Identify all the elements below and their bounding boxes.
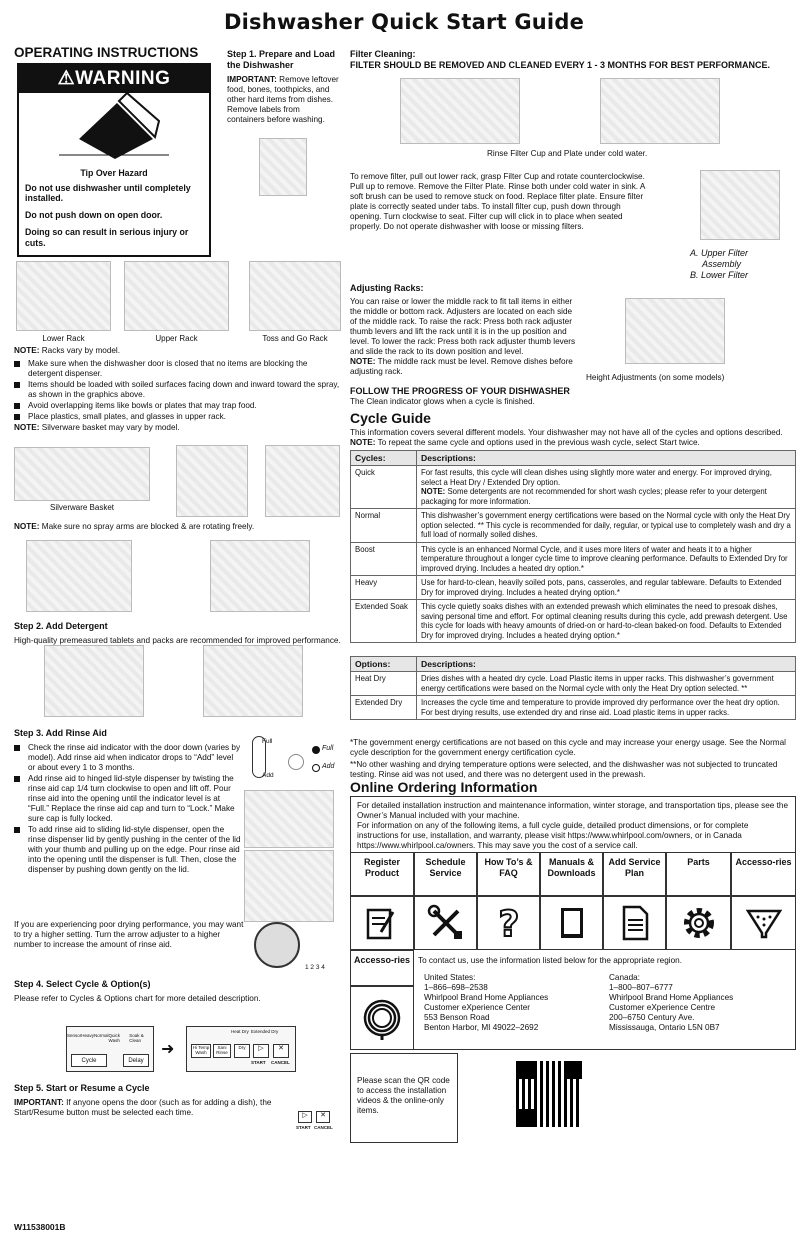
tile-how-tos-faq[interactable] (477, 852, 540, 896)
step5-important: IMPORTANT: (14, 1097, 64, 1107)
tile-add-service-plan[interactable] (603, 852, 666, 896)
us-contact-line: Customer eXperience Center (424, 1003, 531, 1012)
control-panel-options (186, 1026, 296, 1072)
legend-add: Add (322, 763, 335, 770)
cycle-desc: This cycle is an enhanced Normal Cycle, and it uses more liters of water and heats it to a higher temperature throughout a longer cycle time to improve cleaning performance. Defaults to Extended Dry for improved drying. Includes a heated dry option.* (417, 542, 796, 576)
indicator-full-dot-icon (312, 746, 320, 754)
document-title: Dishwasher Quick Start Guide (223, 10, 585, 34)
hi-temp-wash-button[interactable]: Hi Temp Wash (191, 1044, 211, 1058)
poor-drying-text: If you are experiencing poor drying performance, you may want to try a higher setting. Turn the arrow adjuster to a higher number to increase the amount of rinse aid. (14, 920, 244, 949)
table-row (351, 509, 796, 543)
note-label: NOTE: (14, 346, 40, 355)
rinse-aid-bullet: Check the rinse aid indicator with the door down (varies by model). Add rinse aid when indicator drops to “Add” level or about every 1 to 3 months. (14, 743, 242, 773)
filter-text: To remove filter, pull out lower rack, grasp Filter Cup and rotate counterclockwise. Pull up to remove. Remove the Filter Plate. Rinse both under cold water in sink. A soft brush can be used to remove stuck on food. Replace filter plate. Ensure filter plate is correctly seated under tabs. To install filter cup, push down through opening. Turn clockwise to seat. Filter cup will click in to place when seated properly. Do not operate dishwasher with loose or missing filters. (350, 172, 645, 231)
question-icon[interactable] (477, 896, 540, 950)
cycle-guide-heading: Cycle Guide (350, 410, 431, 426)
sliding-lid-illustration (244, 850, 334, 922)
us-contact-line: United States: (424, 973, 476, 982)
adjusting-racks-text: You can raise or lower the middle rack to fit tall items in either the middle or bottom rack. Adjusters are located on each side of the middle rack. To raise the rack: Press both rack adjuster thumb levers and lift the rack until it is in the up position and level. To lower the rack: Press both rack adjuster thumb levers and slide the rack to its down position and level. (350, 296, 576, 356)
dial-numbers: 1 2 3 4 (305, 964, 325, 971)
cycle-guide-intro: This information covers several different models. Your dishwasher may not have all of the cycles and options described. (350, 428, 783, 438)
service-plan-document-icon[interactable] (603, 896, 666, 950)
rinse-aid-bullet: To add rinse aid to sliding lid-style dispenser, open the rinse dispenser lid by gently pushing in the center of the lid with your thumb and pulling up on the edge. Pour rinse aid into the opening until the dispenser is full. Then, close the dispenser by pushing down gently on the lid. (14, 825, 242, 875)
start-label: START (296, 1125, 311, 1130)
ordering-line: For detailed installation instruction and maintenance information, winter storage, and transportation tips, please see the Owner’s Manual included with your machine. (357, 801, 789, 820)
cycle-desc: Use for hard-to-clean, heavily soiled pots, pans, casseroles, and regular tableware. Defaults to Extended Dry for improved drying. Includes a heated drying option.* (417, 576, 796, 600)
tile-label: Schedule Service (425, 857, 466, 878)
spray-arm-clear-illustration (210, 540, 310, 612)
online-ordering-heading: Online Ordering Information (350, 779, 538, 795)
tools-icon[interactable] (414, 896, 477, 950)
us-contact-line: Benton Harbor, MI 49022–2692 (424, 1023, 539, 1032)
tile-accessories[interactable] (731, 852, 796, 896)
loading-bullet: Place plastics, small plates, and glasses in upper rack. (14, 412, 342, 422)
cycle-button[interactable]: Cycle (71, 1054, 107, 1067)
option-name: Extended Dry (351, 696, 417, 720)
x-icon: ✕ (278, 1045, 284, 1052)
warning-line: Doing so can result in serious injury or cuts. (25, 226, 189, 248)
detergent-tablet-illustration (44, 645, 144, 717)
step4-title: Step 4. Select Cycle & Option(s) (14, 979, 151, 989)
spray-arm-blocked-illustration (26, 540, 132, 612)
arrow-right-icon: ➜ (161, 1041, 175, 1058)
sink-rinse-illustration-1 (400, 78, 520, 144)
height-adjust-caption: Height Adjustments (on some models) (586, 373, 725, 382)
cycle-desc: This cycle quietly soaks dishes with an extended prewash which eliminates the need to presoak dishes, saving personal time and effort. For optimal cleaning results during this cycle, add prewash detergent. Use this cycle for loads with heavy amounts of dried-on or hard-to-clean baked-on food. Defaults to Extended Dry for improved drying. Includes a heated drying option.* (417, 600, 796, 643)
indicator-full-label: Full (262, 738, 273, 745)
cycle-label: Normal (94, 1033, 109, 1038)
play-icon: ▷ (302, 1112, 308, 1119)
rack-caption: Toss and Go Rack (262, 334, 328, 343)
silverware-wrong-illustration (176, 445, 248, 517)
start-resume-button[interactable] (298, 1111, 312, 1123)
cycle-name: Quick (351, 466, 417, 509)
loading-bullet: Make sure when the dishwasher door is closed that no items are blocking the detergent dispenser. (14, 359, 342, 379)
option-top-label: Heat Dry (231, 1029, 249, 1034)
rinse-cap-illustration (244, 790, 334, 848)
table-row (351, 576, 796, 600)
cycle-name: Extended Soak (351, 600, 417, 643)
step4-text: Please refer to Cycles & Options chart for more detailed description. (14, 993, 261, 1003)
step2-text: High-quality premeasured tablets and packs are recommended for improved performance. (14, 635, 341, 645)
legend-upper-filter: A. Upper Filter (690, 248, 749, 258)
qr-info-box (350, 1053, 458, 1143)
silverware-right-illustration (265, 445, 340, 517)
option-desc: Dries dishes with a heated dry cycle. Load Plastic items in upper racks. This dishwasher’s government energy certifications were based on the Normal cycle with only the Heat Dry option selected. ** (417, 672, 796, 696)
register-product-icon[interactable] (350, 896, 414, 950)
progress-text: The Clean indicator glows when a cycle is finished. (350, 396, 535, 406)
indicator-add-label: Add (262, 772, 274, 779)
warning-label: WARNING (75, 68, 171, 89)
ca-contact-line: Whirlpool Brand Home Appliances (609, 993, 734, 1002)
step5-text: If anyone opens the door (such as for adding a dish), the Start/Resume button must be selected each time. (14, 1097, 272, 1117)
table-row (351, 672, 796, 696)
ca-contact-line: 200–6750 Century Ave. (609, 1013, 695, 1022)
cycle-label: Soak & Clean (129, 1033, 144, 1044)
operating-instructions-heading: OPERATING INSTRUCTIONS (14, 45, 199, 60)
cycle-label: Quick Wash (108, 1033, 121, 1044)
us-contact-line: Whirlpool Brand Home Appliances (424, 993, 549, 1002)
cycle-name: Heavy (351, 576, 417, 600)
cancel-label: CANCEL (314, 1125, 333, 1130)
cycle-label: Heavy (81, 1033, 95, 1038)
legend-lower-filter: B. Lower Filter (690, 269, 749, 280)
sani-rinse-button[interactable]: Sani Rinse (213, 1044, 231, 1058)
tile-label: Accesso-ries (353, 955, 411, 965)
cycle-note: Some detergents are not recommended for short wash cycles; please refer to your detergent packaging for more information. (421, 487, 767, 506)
warning-line: Do not use dishwasher until completely installed. (25, 182, 191, 204)
cycle-desc: This dishwasher’s government energy certifications were based on the Normal cycle with only the Heat Dry option selected. ** This cycle is recommended for daily, regular, or typical use to completely wash and dry a full load of normally soiled dishes. (417, 509, 796, 543)
note-spray-text: Make sure no spray arms are blocked & are rotating freely. (41, 522, 255, 531)
warning-banner (19, 65, 209, 93)
filter-funnel-icon[interactable] (731, 896, 796, 950)
tile-schedule-service[interactable] (414, 852, 477, 896)
filter-assembly-illustration (700, 170, 780, 240)
racks-note-text: The middle rack must be level. Remove dishes before adjusting rack. (350, 356, 573, 376)
option-name: Heat Dry (351, 672, 417, 696)
option-desc: Increases the cycle time and temperature to provide improved dry performance over the heat dry option. For best drying results, use extended dry and rinse aid. Load plastic items in upper racks. (417, 696, 796, 720)
trash-bin-illustration (259, 138, 307, 196)
ca-contact-line: Mississauga, Ontario L5N 0B7 (609, 1023, 720, 1032)
tile-label: Register Product (363, 857, 400, 878)
option-top-label: Extended Dry (251, 1029, 279, 1034)
sink-rinse-illustration-2 (600, 78, 720, 144)
step3-title: Step 3. Add Rinse Aid (14, 728, 107, 738)
upper-rack-illustration (124, 261, 229, 331)
ordering-line: For information on any of the following items, a full cycle guide, detailed product dimensions, or for complete instructions for use, installation, and warranty, please visit https://www.whirlpool.com/owners, or in Canada https://www.whirlpool.ca/owners. This may save you the cost of a service call. (357, 821, 749, 850)
rack-caption: Lower Rack (42, 334, 85, 343)
rinse-aid-bullet: Add rinse aid to hinged lid-style dispenser by twisting the rinse aid cap 1/4 turn clockwise to open and lift off. Pour rinse aid into the opening until the indicator level is at “Full.” Replace the rinse aid cap and turn to “Lock.” Make sure cap is fully locked. (14, 774, 242, 824)
table-row (351, 466, 796, 509)
tile-label: Parts (687, 857, 710, 867)
hose-coil-icon[interactable] (350, 986, 414, 1050)
note-label: NOTE: (350, 438, 376, 448)
warning-line: Do not push down on open door. (25, 210, 163, 221)
gear-icon[interactable] (666, 896, 731, 950)
step1-important: IMPORTANT: (227, 74, 277, 84)
tip-over-title: Tip Over Hazard (80, 168, 148, 178)
progress-heading: FOLLOW THE PROGRESS OF YOUR DISHWASHER (350, 386, 570, 396)
lower-rack-illustration (16, 261, 111, 331)
note-label: NOTE: (14, 423, 40, 432)
cancel-label: CANCEL (271, 1060, 290, 1065)
play-icon: ▷ (258, 1045, 264, 1052)
manual-book-icon[interactable] (540, 896, 603, 950)
cycle-name: Normal (351, 509, 417, 543)
us-contact-line: 553 Benson Road (424, 1013, 490, 1022)
height-adjust-illustration (625, 298, 725, 364)
table-row (351, 600, 796, 643)
tile-manuals-downloads[interactable] (540, 852, 603, 896)
step1-text: Remove leftover food, bones, toothpicks, and other hard items from dishes. Remove labels from containers before washing. (227, 74, 339, 124)
tile-label: How To’s & FAQ (484, 857, 533, 878)
legend-full: Full (322, 745, 334, 752)
ca-contact-line: Canada: (609, 973, 640, 982)
qr-code[interactable] (516, 1061, 582, 1127)
start-button[interactable] (253, 1044, 269, 1058)
indicator-ring-icon (288, 754, 304, 770)
tile-label: Manuals & Downloads (547, 857, 596, 878)
cancel-small-button[interactable] (316, 1111, 330, 1123)
warning-box (17, 63, 211, 257)
warning-triangle-icon: ⚠ (57, 68, 76, 89)
svg-text:?: ? (498, 904, 519, 943)
options-table (350, 656, 796, 720)
table-row (351, 696, 796, 720)
start-label: START (251, 1060, 266, 1065)
rinse-dial-icon (254, 922, 300, 968)
ca-contact-line: 1–800–807–6777 (609, 983, 673, 992)
us-contact-line: 1–866–698–2538 (424, 983, 488, 992)
footnote: **No other washing and drying temperature options were selected, and the dishwasher was not subjected to truncated testing. Rinse aid was not used, and there was no detergent used in the prewash. (350, 760, 778, 779)
silverware-basket-illustration (14, 447, 150, 501)
contact-intro: To contact us, use the information listed below for the appropriate region. (418, 956, 682, 965)
cycle-name: Boost (351, 542, 417, 576)
table-header: Cycles: (351, 451, 417, 466)
loading-bullet: Items should be loaded with soiled surfaces facing down and inward toward the spray, as shown in the graphics above. (14, 380, 342, 400)
detergent-dispenser-illustration (203, 645, 303, 717)
rack-caption: Upper Rack (155, 334, 198, 343)
cycle-label: Sensor (67, 1033, 82, 1038)
toss-and-go-rack-illustration (249, 261, 341, 331)
note-silverware-text: Silverware basket may vary by model. (41, 423, 180, 432)
silverware-caption: Silverware Basket (49, 503, 115, 512)
tile-parts[interactable] (666, 852, 731, 896)
filter-heading: Filter Cleaning: (350, 49, 416, 59)
cycles-table (350, 450, 796, 643)
rinse-caption: Rinse Filter Cup and Plate under cold water. (487, 149, 648, 158)
cycle-desc: For fast results, this cycle will clean dishes using slightly more water and energy. For improved drying, select a Heat Dry / Extended Dry option. (421, 468, 772, 487)
indicator-add-dot-icon (312, 764, 320, 772)
footnote: *The government energy certifications are not based on this cycle and may increase your energy usage. See the Normal cycle description for the government energy certification cycle. (350, 738, 786, 757)
table-header: Options: (351, 657, 417, 672)
us-contact (424, 973, 599, 1033)
dry-button[interactable]: Dry (234, 1044, 250, 1058)
tile-register-product[interactable] (350, 852, 414, 896)
note-label: NOTE: (14, 522, 40, 531)
qr-text: Please scan the QR code to access the installation videos & the online-only items. (357, 1076, 450, 1115)
table-header: Descriptions: (417, 451, 796, 466)
cycle-guide-note: To repeat the same cycle and options used in the previous wash cycle, select Start twice. (377, 438, 700, 448)
filter-subheading: FILTER SHOULD BE REMOVED AND CLEANED EVERY 1 - 3 MONTHS FOR BEST PERFORMANCE. (350, 59, 771, 70)
step1-title: Step 1. Prepare and Load the Dishwasher (227, 49, 336, 70)
legend-upper-filter-2: Assembly (702, 258, 742, 269)
note-label: NOTE: (350, 356, 376, 366)
x-icon: ✕ (320, 1112, 326, 1119)
step5-title: Step 5. Start or Resume a Cycle (14, 1083, 150, 1093)
note-label: NOTE: (421, 487, 446, 497)
tile-label: Add Service Plan (608, 857, 661, 878)
note-racks-text: Racks vary by model. (41, 346, 121, 355)
table-header: Descriptions: (417, 657, 796, 672)
step2-title: Step 2. Add Detergent (14, 621, 108, 631)
tile-label: Accesso-ries (735, 857, 792, 867)
control-panel-cycle (66, 1026, 154, 1072)
accessories-label-tile[interactable] (350, 950, 414, 986)
delay-button[interactable]: Delay (123, 1054, 149, 1067)
cancel-button[interactable] (273, 1044, 289, 1058)
loading-bullet: Avoid overlapping items like bowls or plates that may trap food. (14, 401, 342, 411)
document-code: W11538001B (14, 1222, 66, 1232)
tip-over-illustration (19, 93, 209, 165)
ca-contact-line: Customer eXperience Centre (609, 1003, 716, 1012)
canada-contact (609, 973, 789, 1033)
table-row (351, 542, 796, 576)
adjusting-racks-heading: Adjusting Racks: (350, 283, 424, 293)
